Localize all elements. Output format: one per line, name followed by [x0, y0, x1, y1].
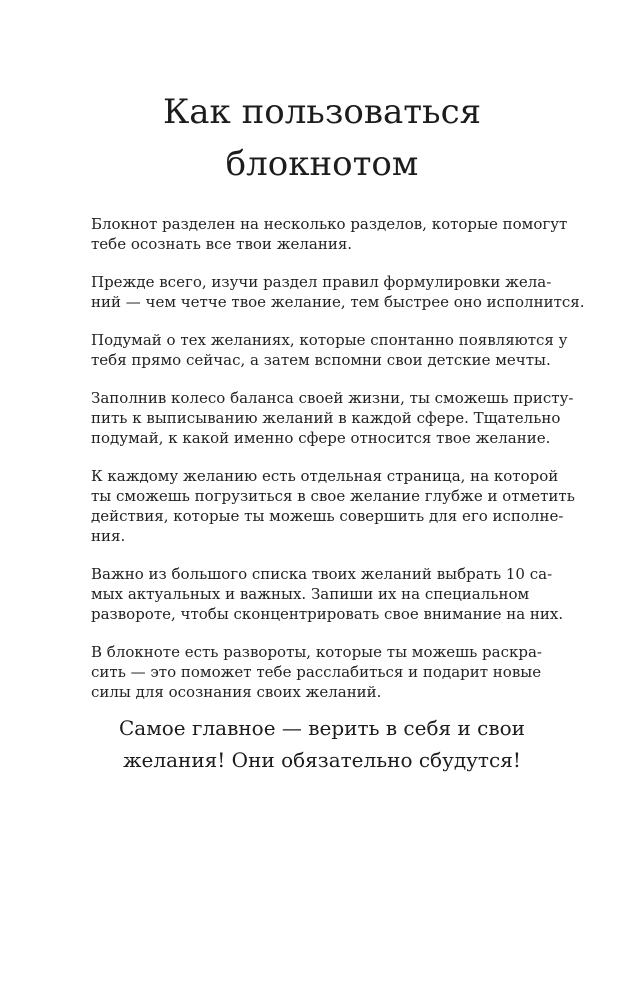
- text-line: силы для осознания своих желаний.: [91, 683, 382, 701]
- instructions-body: [91, 214, 585, 720]
- paragraph-sections: [91, 214, 568, 254]
- text-line: ты сможешь погрузиться в свое желание глубже и отметить: [91, 487, 575, 505]
- paragraph-coloring-spreads: [91, 642, 553, 702]
- text-line: Важно из большого списка твоих желаний выбрать 10 са-: [91, 565, 553, 583]
- text-line: Прежде всего, изучи раздел правил формулировки жела-: [91, 273, 552, 291]
- closing-line-2: желания! Они обязательно сбудутся!: [123, 748, 521, 772]
- text-line: Блокнот разделен на несколько разделов, которые помогут: [91, 215, 568, 233]
- text-line: ния.: [91, 527, 126, 545]
- text-line: тебя прямо сейчас, а затем вспомни свои детские мечты.: [91, 351, 551, 369]
- text-line: Подумай о тех желаниях, которые спонтанно появляются у: [91, 331, 568, 349]
- text-line: ний — чем четче твое желание, тем быстрее оно исполнится.: [91, 293, 585, 311]
- text-line: подумай, к какой именно сфере относится твое желание.: [91, 429, 551, 447]
- paragraph-rules: [91, 272, 585, 312]
- text-line: Заполнив колесо баланса своей жизни, ты сможешь присту-: [91, 389, 574, 407]
- text-line: К каждому желанию есть отдельная страница, на которой: [91, 467, 559, 485]
- closing-statement: [0, 712, 644, 776]
- text-line: тебе осознать все твои желания.: [91, 235, 353, 253]
- text-line: сить — это поможет тебе расслабиться и подарит новые: [91, 663, 542, 681]
- text-line: В блокноте есть развороты, которые ты можешь раскра-: [91, 643, 542, 661]
- text-line: действия, которые ты можешь совершить для его исполне-: [91, 507, 564, 525]
- page-title-line-1: Как пользоваться: [162, 92, 482, 132]
- closing-line-1: Самое главное — верить в себя и свои: [118, 716, 526, 740]
- text-line: мых актуальных и важных. Запиши их на специальном: [91, 585, 530, 603]
- paragraph-top-ten: [91, 564, 564, 624]
- text-line: пить к выписыванию желаний в каждой сфере. Тщательно: [91, 409, 561, 427]
- paragraph-wish-page: [91, 466, 575, 546]
- text-line: развороте, чтобы сконцентрировать свое внимание на них.: [91, 605, 564, 623]
- page-title-line-2: блокнотом: [225, 144, 419, 184]
- paragraph-spontaneous-wishes: [91, 330, 568, 370]
- paragraph-balance-wheel: [91, 388, 574, 448]
- page-title: [0, 86, 644, 190]
